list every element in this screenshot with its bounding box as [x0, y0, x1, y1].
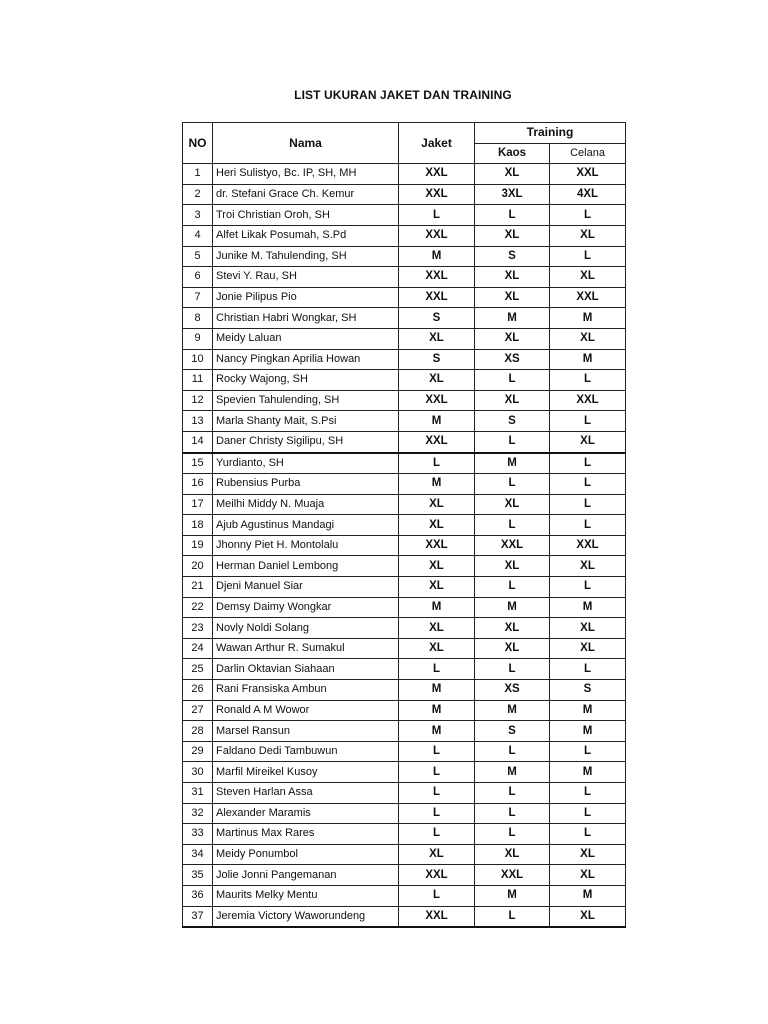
- table-row: [183, 535, 626, 556]
- row-kaos-size: M: [475, 597, 550, 618]
- row-jaket-size: XL: [399, 577, 475, 598]
- row-number: 27: [183, 700, 213, 721]
- table-row: [183, 308, 626, 329]
- row-kaos-size: XL: [475, 390, 550, 411]
- row-number: 34: [183, 844, 213, 865]
- row-kaos-size: L: [475, 515, 550, 536]
- row-jaket-size: XL: [399, 515, 475, 536]
- table-row: [183, 205, 626, 226]
- row-number: 17: [183, 494, 213, 515]
- row-kaos-size: XL: [475, 287, 550, 308]
- row-celana-size: M: [550, 308, 626, 329]
- row-number: 8: [183, 308, 213, 329]
- table-row: [183, 515, 626, 536]
- table-row: [183, 885, 626, 906]
- row-name: Rani Fransiska Ambun: [213, 680, 399, 701]
- row-kaos-size: XL: [475, 618, 550, 639]
- row-jaket-size: XXL: [399, 865, 475, 886]
- row-jaket-size: L: [399, 885, 475, 906]
- row-name: Novly Noldi Solang: [213, 618, 399, 639]
- row-kaos-size: S: [475, 721, 550, 742]
- row-jaket-size: S: [399, 349, 475, 370]
- row-jaket-size: XXL: [399, 267, 475, 288]
- table-row: [183, 659, 626, 680]
- row-kaos-size: XS: [475, 680, 550, 701]
- row-number: 4: [183, 225, 213, 246]
- row-jaket-size: M: [399, 246, 475, 267]
- row-kaos-size: M: [475, 308, 550, 329]
- header-training: Training: [475, 123, 626, 144]
- row-jaket-size: XXL: [399, 906, 475, 927]
- row-celana-size: M: [550, 349, 626, 370]
- table-row: [183, 390, 626, 411]
- row-jaket-size: M: [399, 411, 475, 432]
- row-celana-size: XL: [550, 431, 626, 452]
- row-jaket-size: L: [399, 783, 475, 804]
- row-number: 32: [183, 803, 213, 824]
- row-number: 30: [183, 762, 213, 783]
- row-name: Maurits Melky Mentu: [213, 885, 399, 906]
- row-jaket-size: L: [399, 659, 475, 680]
- row-celana-size: L: [550, 474, 626, 495]
- row-number: 13: [183, 411, 213, 432]
- document-title: LIST UKURAN JAKET DAN TRAINING: [294, 88, 512, 102]
- row-number: 9: [183, 328, 213, 349]
- row-name: Spevien Tahulending, SH: [213, 390, 399, 411]
- row-jaket-size: XL: [399, 844, 475, 865]
- row-name: Marfil Mireikel Kusoy: [213, 762, 399, 783]
- table-row: [183, 597, 626, 618]
- row-name: Marla Shanty Mait, S.Psi: [213, 411, 399, 432]
- row-kaos-size: XL: [475, 638, 550, 659]
- row-jaket-size: L: [399, 453, 475, 474]
- row-jaket-size: XXL: [399, 431, 475, 452]
- row-celana-size: M: [550, 885, 626, 906]
- row-jaket-size: S: [399, 308, 475, 329]
- row-jaket-size: XXL: [399, 184, 475, 205]
- row-celana-size: L: [550, 494, 626, 515]
- row-celana-size: XL: [550, 618, 626, 639]
- table-row: [183, 453, 626, 474]
- row-jaket-size: L: [399, 824, 475, 845]
- table-row: [183, 762, 626, 783]
- row-number: 3: [183, 205, 213, 226]
- row-number: 26: [183, 680, 213, 701]
- row-celana-size: XL: [550, 556, 626, 577]
- row-number: 36: [183, 885, 213, 906]
- row-jaket-size: L: [399, 741, 475, 762]
- table-row: [183, 287, 626, 308]
- table-row: [183, 246, 626, 267]
- row-kaos-size: XL: [475, 844, 550, 865]
- row-jaket-size: L: [399, 803, 475, 824]
- row-celana-size: M: [550, 700, 626, 721]
- row-name: Meilhi Middy N. Muaja: [213, 494, 399, 515]
- row-kaos-size: L: [475, 803, 550, 824]
- row-name: Jeremia Victory Waworundeng: [213, 906, 399, 927]
- row-name: Alfet Likak Posumah, S.Pd: [213, 225, 399, 246]
- row-jaket-size: XL: [399, 494, 475, 515]
- row-name: Steven Harlan Assa: [213, 783, 399, 804]
- row-celana-size: S: [550, 680, 626, 701]
- row-kaos-size: L: [475, 783, 550, 804]
- row-name: Demsy Daimy Wongkar: [213, 597, 399, 618]
- row-jaket-size: M: [399, 474, 475, 495]
- row-number: 31: [183, 783, 213, 804]
- row-celana-size: L: [550, 803, 626, 824]
- row-kaos-size: XL: [475, 225, 550, 246]
- row-jaket-size: M: [399, 700, 475, 721]
- row-jaket-size: XXL: [399, 225, 475, 246]
- row-number: 23: [183, 618, 213, 639]
- row-kaos-size: M: [475, 762, 550, 783]
- row-number: 15: [183, 453, 213, 474]
- row-jaket-size: L: [399, 205, 475, 226]
- row-kaos-size: XS: [475, 349, 550, 370]
- table-row: [183, 721, 626, 742]
- row-name: Faldano Dedi Tambuwun: [213, 741, 399, 762]
- row-jaket-size: XL: [399, 556, 475, 577]
- table-row: [183, 824, 626, 845]
- row-celana-size: M: [550, 762, 626, 783]
- row-jaket-size: XXL: [399, 535, 475, 556]
- row-name: Daner Christy Sigilipu, SH: [213, 431, 399, 452]
- row-jaket-size: L: [399, 762, 475, 783]
- row-number: 28: [183, 721, 213, 742]
- row-name: Marsel Ransun: [213, 721, 399, 742]
- row-jaket-size: XXL: [399, 287, 475, 308]
- row-name: Nancy Pingkan Aprilia Howan: [213, 349, 399, 370]
- row-name: Jolie Jonni Pangemanan: [213, 865, 399, 886]
- row-kaos-size: L: [475, 906, 550, 927]
- row-kaos-size: XL: [475, 267, 550, 288]
- row-kaos-size: M: [475, 700, 550, 721]
- row-celana-size: XXL: [550, 390, 626, 411]
- row-celana-size: M: [550, 721, 626, 742]
- row-name: Darlin Oktavian Siahaan: [213, 659, 399, 680]
- row-number: 37: [183, 906, 213, 927]
- row-jaket-size: XXL: [399, 164, 475, 185]
- row-name: dr. Stefani Grace Ch. Kemur: [213, 184, 399, 205]
- row-kaos-size: XL: [475, 164, 550, 185]
- row-number: 18: [183, 515, 213, 536]
- table-row: [183, 700, 626, 721]
- row-number: 21: [183, 577, 213, 598]
- row-name: Meidy Laluan: [213, 328, 399, 349]
- row-kaos-size: XL: [475, 556, 550, 577]
- row-jaket-size: M: [399, 597, 475, 618]
- table-row: [183, 184, 626, 205]
- row-celana-size: L: [550, 783, 626, 804]
- row-name: Herman Daniel Lembong: [213, 556, 399, 577]
- row-name: Djeni Manuel Siar: [213, 577, 399, 598]
- row-kaos-size: L: [475, 824, 550, 845]
- row-kaos-size: L: [475, 659, 550, 680]
- table-row: [183, 494, 626, 515]
- row-celana-size: XL: [550, 225, 626, 246]
- table-row: [183, 225, 626, 246]
- row-celana-size: L: [550, 205, 626, 226]
- header-no: NO: [183, 123, 213, 164]
- table-row: [183, 741, 626, 762]
- row-kaos-size: L: [475, 205, 550, 226]
- row-celana-size: L: [550, 411, 626, 432]
- row-number: 10: [183, 349, 213, 370]
- row-name: Meidy Ponumbol: [213, 844, 399, 865]
- row-celana-size: L: [550, 824, 626, 845]
- row-number: 7: [183, 287, 213, 308]
- table-row: [183, 638, 626, 659]
- row-number: 22: [183, 597, 213, 618]
- row-name: Rubensius Purba: [213, 474, 399, 495]
- row-kaos-size: L: [475, 577, 550, 598]
- row-celana-size: XXL: [550, 535, 626, 556]
- row-number: 1: [183, 164, 213, 185]
- row-name: Jhonny Piet H. Montolalu: [213, 535, 399, 556]
- table-body: [183, 164, 626, 927]
- row-number: 24: [183, 638, 213, 659]
- row-celana-size: M: [550, 597, 626, 618]
- row-name: Martinus Max Rares: [213, 824, 399, 845]
- row-celana-size: L: [550, 453, 626, 474]
- row-name: Ronald A M Wowor: [213, 700, 399, 721]
- row-name: Alexander Maramis: [213, 803, 399, 824]
- row-number: 19: [183, 535, 213, 556]
- table-header: [183, 123, 626, 164]
- row-kaos-size: XXL: [475, 865, 550, 886]
- table-row: [183, 803, 626, 824]
- size-table: [182, 122, 626, 928]
- row-number: 11: [183, 370, 213, 391]
- table-row: [183, 474, 626, 495]
- row-number: 33: [183, 824, 213, 845]
- row-celana-size: XL: [550, 906, 626, 927]
- row-celana-size: XL: [550, 267, 626, 288]
- row-number: 5: [183, 246, 213, 267]
- table-row: [183, 680, 626, 701]
- row-name: Jonie Pilipus Pio: [213, 287, 399, 308]
- row-kaos-size: L: [475, 474, 550, 495]
- table-row: [183, 618, 626, 639]
- table-row: [183, 844, 626, 865]
- row-number: 20: [183, 556, 213, 577]
- header-kaos: Kaos: [475, 143, 550, 164]
- row-celana-size: XL: [550, 844, 626, 865]
- row-number: 6: [183, 267, 213, 288]
- row-celana-size: L: [550, 741, 626, 762]
- row-name: Heri Sulistyo, Bc. IP, SH, MH: [213, 164, 399, 185]
- row-number: 35: [183, 865, 213, 886]
- row-name: Wawan Arthur R. Sumakul: [213, 638, 399, 659]
- row-kaos-size: XL: [475, 494, 550, 515]
- table-row: [183, 328, 626, 349]
- row-number: 12: [183, 390, 213, 411]
- table-row: [183, 556, 626, 577]
- row-kaos-size: M: [475, 453, 550, 474]
- row-jaket-size: XL: [399, 328, 475, 349]
- row-celana-size: XL: [550, 638, 626, 659]
- row-name: Ajub Agustinus Mandagi: [213, 515, 399, 536]
- row-kaos-size: L: [475, 431, 550, 452]
- table-row: [183, 370, 626, 391]
- row-number: 16: [183, 474, 213, 495]
- row-kaos-size: M: [475, 885, 550, 906]
- row-celana-size: L: [550, 577, 626, 598]
- row-jaket-size: M: [399, 680, 475, 701]
- row-jaket-size: M: [399, 721, 475, 742]
- row-name: Rocky Wajong, SH: [213, 370, 399, 391]
- row-kaos-size: S: [475, 411, 550, 432]
- header-jaket: Jaket: [399, 123, 475, 164]
- row-kaos-size: L: [475, 370, 550, 391]
- row-celana-size: XL: [550, 865, 626, 886]
- row-name: Christian Habri Wongkar, SH: [213, 308, 399, 329]
- header-nama: Nama: [213, 123, 399, 164]
- row-number: 29: [183, 741, 213, 762]
- header-celana: Celana: [550, 143, 626, 164]
- row-name: Junike M. Tahulending, SH: [213, 246, 399, 267]
- row-name: Yurdianto, SH: [213, 453, 399, 474]
- row-jaket-size: XXL: [399, 390, 475, 411]
- table-row: [183, 349, 626, 370]
- row-kaos-size: S: [475, 246, 550, 267]
- row-jaket-size: XL: [399, 370, 475, 391]
- table-row: [183, 411, 626, 432]
- row-number: 25: [183, 659, 213, 680]
- row-number: 14: [183, 431, 213, 452]
- row-celana-size: L: [550, 659, 626, 680]
- row-kaos-size: 3XL: [475, 184, 550, 205]
- table-row: [183, 577, 626, 598]
- row-celana-size: L: [550, 515, 626, 536]
- row-name: Stevi Y. Rau, SH: [213, 267, 399, 288]
- row-celana-size: 4XL: [550, 184, 626, 205]
- table-row: [183, 906, 626, 927]
- row-celana-size: XL: [550, 328, 626, 349]
- table-row: [183, 783, 626, 804]
- row-celana-size: L: [550, 246, 626, 267]
- table-row: [183, 164, 626, 185]
- table-row: [183, 431, 626, 452]
- row-celana-size: L: [550, 370, 626, 391]
- table-row: [183, 865, 626, 886]
- row-jaket-size: XL: [399, 618, 475, 639]
- row-celana-size: XXL: [550, 164, 626, 185]
- row-jaket-size: XL: [399, 638, 475, 659]
- row-kaos-size: L: [475, 741, 550, 762]
- row-name: Troi Christian Oroh, SH: [213, 205, 399, 226]
- row-celana-size: XXL: [550, 287, 626, 308]
- row-number: 2: [183, 184, 213, 205]
- row-kaos-size: XL: [475, 328, 550, 349]
- table-row: [183, 267, 626, 288]
- row-kaos-size: XXL: [475, 535, 550, 556]
